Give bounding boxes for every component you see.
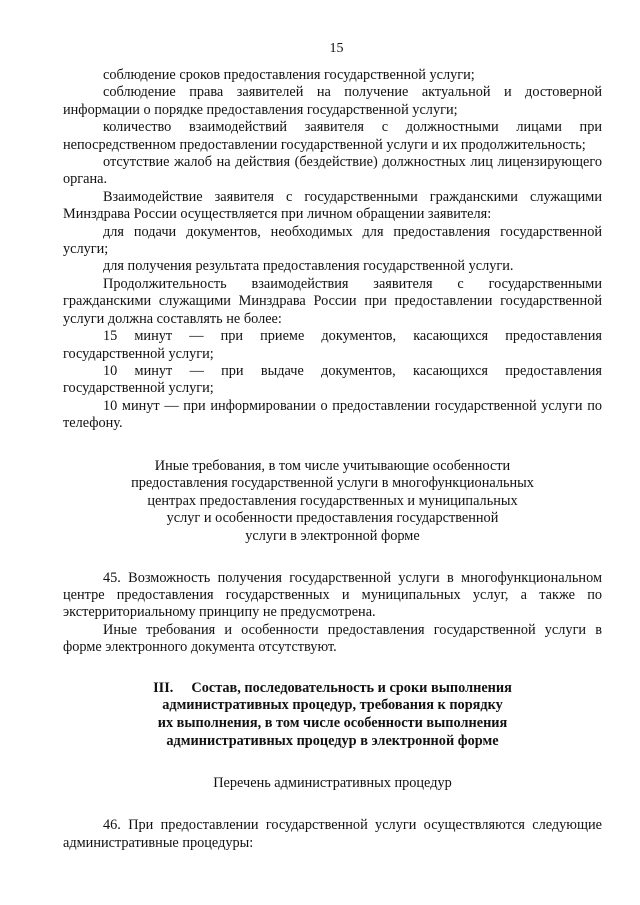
section-title-line: Состав, последовательность и сроки выполнения <box>191 679 512 696</box>
section-numeral: III. <box>153 679 174 696</box>
subheading-line: услуг и особенности предоставления государственной <box>166 510 499 527</box>
paragraph: количество взаимодействий заявителя с должностными лицами при непосредственном предоставлении государственной услуги и их продолжительность; <box>63 119 602 153</box>
page-number: 15 <box>329 41 344 56</box>
paragraph: соблюдение сроков предоставления государственной услуги; <box>103 67 475 83</box>
section-title-line: административных процедур, требования к порядку <box>162 697 503 714</box>
paragraph: 46. При предоставлении государственной услуги осуществляются следующие административные процедуры: <box>63 817 602 851</box>
section-title-line: их выполнения, в том числе особенности выполнения <box>157 715 508 732</box>
top-paragraphs <box>63 67 602 433</box>
paragraph: Иные требования и особенности предоставления государственной услуги в форме электронного документа отсутствуют. <box>63 621 602 656</box>
paragraph: Взаимодействие заявителя с государственными гражданскими служащими Минздрава России осуществляется при личном обращении заявителя: <box>63 188 602 223</box>
subheading <box>63 458 602 546</box>
paragraph: 10 минут — при выдаче документов, касающихся предоставления государственной услуги; <box>63 362 602 397</box>
middle-paragraphs <box>63 570 602 657</box>
subheading-line: Иные требования, в том числе учитывающие особенности <box>154 457 511 474</box>
paragraph: отсутствие жалоб на действия (бездействие) должностных лиц лицензирующего органа. <box>63 154 602 188</box>
section-heading-line-first <box>63 680 602 698</box>
subheading-line: предоставления государственной услуги в многофункциональных <box>131 475 534 492</box>
paragraph: соблюдение права заявителей на получение актуальной и достоверной информации о порядке предоставления государственной услуги; <box>63 84 602 118</box>
paragraph: 15 минут — при приеме документов, касающихся предоставления государственной услуги; <box>63 328 602 362</box>
paragraph: Продолжительность взаимодействия заявителя с государственными гражданскими служащими Минздрава России при предоставлении государственной услуги должна составлять не более: <box>63 275 602 327</box>
bottom-paragraphs <box>63 817 602 852</box>
section-title-line: административных процедур в электронной форме <box>166 732 499 749</box>
paragraph: 10 минут — при информировании о предоставлении государственной услуги по телефону. <box>63 397 602 432</box>
section-heading <box>63 680 602 751</box>
paragraph: для подачи документов, необходимых для предоставления государственной услуги; <box>63 223 602 258</box>
subheading-line: центрах предоставления государственных и муниципальных <box>147 492 518 509</box>
subheading-line: услуги в электронной форме <box>245 527 420 544</box>
subsection-title: Перечень административных процедур <box>213 774 452 791</box>
paragraph: 45. Возможность получения государственной услуги в многофункциональном центре предоставления государственных и муниципальных услуг, а также по экстерриториальному принципу не предусмотрена. <box>63 569 602 621</box>
paragraph: для получения результата предоставления государственной услуги. <box>103 258 514 275</box>
